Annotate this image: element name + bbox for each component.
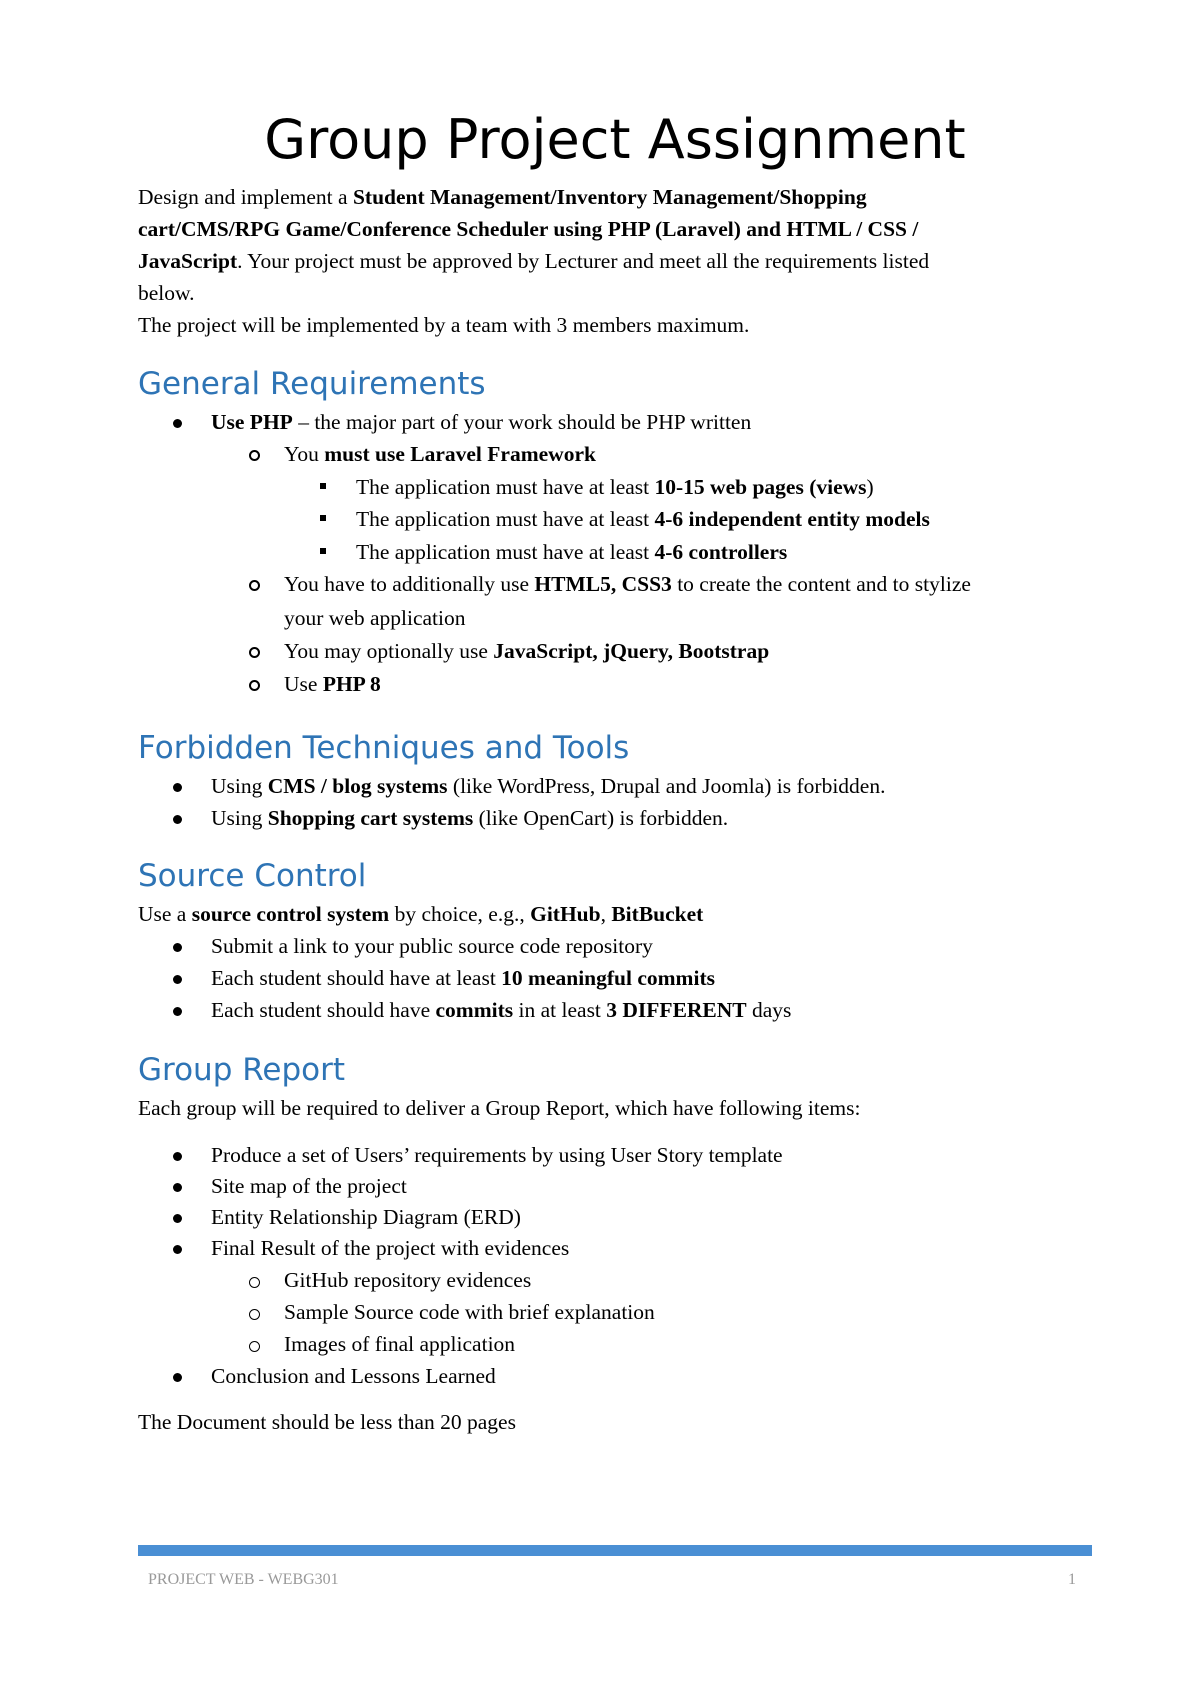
text: in at least — [513, 998, 607, 1022]
source-item-3 — [211, 994, 791, 1026]
report-item-2: Site map of the project — [211, 1174, 407, 1198]
text-bold: 4-6 independent entity models — [654, 507, 930, 531]
bullet-dot — [173, 1183, 182, 1192]
source-item-1: Submit a link to your public source code repository — [211, 934, 653, 958]
report-subitem-1: GitHub repository evidences — [284, 1268, 532, 1292]
heading-general-requirements: General Requirements — [138, 366, 486, 402]
bullet-dot — [173, 783, 182, 792]
intro-line-5: The project will be implemented by a team with 3 members maximum. — [138, 313, 750, 337]
text-bold: Use PHP — [211, 410, 293, 434]
report-item-3: Entity Relationship Diagram (ERD) — [211, 1205, 521, 1229]
report-item-4: Final Result of the project with evidences — [211, 1236, 570, 1260]
text: Use a — [138, 902, 192, 926]
general-item-6-cont: your web application — [284, 606, 466, 630]
report-item-1: Produce a set of Users’ requirements by using User Story template — [211, 1143, 783, 1167]
intro-bold-js: JavaScript — [138, 249, 238, 273]
text: (like OpenCart) is forbidden. — [473, 806, 729, 830]
general-item-7 — [284, 635, 769, 667]
text: The application must have at least — [356, 475, 655, 499]
text: by choice, e.g., — [389, 902, 531, 926]
text-bold: source control system — [191, 902, 390, 926]
report-closing: The Document should be less than 20 pages — [138, 1410, 516, 1434]
text-bold: 10 meaningful commits — [501, 966, 715, 990]
text-bold: 3 DIFFERENT — [606, 998, 747, 1022]
text: ) — [866, 475, 874, 499]
text: You have to additionally use — [284, 572, 535, 596]
text-bold: must use Laravel Framework — [324, 442, 596, 466]
intro-text-approval: . Your project must be approved by Lecturer and meet all the requirements listed — [237, 249, 930, 273]
bullet-dot — [173, 1007, 182, 1016]
text: , — [600, 902, 612, 926]
text: – the major part of your work should be PHP written — [292, 410, 752, 434]
intro-text: Design and implement a — [138, 185, 353, 209]
text-bold: PHP 8 — [322, 672, 381, 696]
bullet-square — [320, 515, 326, 521]
text-bold: 4-6 controllers — [654, 540, 788, 564]
footer-left-text: PROJECT WEB - WEBG301 — [148, 1571, 339, 1588]
heading-group-report: Group Report — [138, 1052, 345, 1088]
text-bold: GitHub — [530, 902, 601, 926]
text: The application must have at least — [356, 507, 655, 531]
bullet-dot — [173, 815, 182, 824]
source-item-2 — [211, 962, 715, 994]
bullet-dot — [173, 1214, 182, 1223]
bullet-circle — [249, 450, 260, 461]
report-paragraph: Each group will be required to deliver a Group Report, which have following items: — [138, 1096, 861, 1120]
bullet-dot — [173, 1152, 182, 1161]
general-item-4 — [356, 503, 930, 535]
intro-line-3 — [138, 245, 929, 277]
intro-line-4: below. — [138, 281, 195, 305]
source-paragraph — [138, 898, 703, 930]
text: Use — [284, 672, 323, 696]
text-bold: Shopping cart systems — [267, 806, 474, 830]
intro-bold: Student Management/Inventory Management/Shopping — [352, 185, 867, 209]
text: Using — [211, 806, 268, 830]
bullet-dot — [173, 1245, 182, 1254]
text-bold: BitBucket — [611, 902, 704, 926]
text: Each student should have — [211, 998, 436, 1022]
text: You — [284, 442, 325, 466]
text-bold: JavaScript, jQuery, Bootstrap — [493, 639, 770, 663]
bullet-dot — [173, 1373, 182, 1382]
text-bold: HTML5, CSS3 — [534, 572, 672, 596]
forbidden-item-2 — [211, 802, 728, 834]
bullet-circle — [249, 1309, 260, 1320]
report-item-5: Conclusion and Lessons Learned — [211, 1364, 496, 1388]
text: You may optionally use — [284, 639, 494, 663]
bullet-square — [320, 548, 326, 554]
text: Each student should have at least — [211, 966, 502, 990]
general-item-3 — [356, 471, 874, 503]
heading-forbidden: Forbidden Techniques and Tools — [138, 730, 630, 766]
bullet-dot — [173, 943, 182, 952]
text-bold: 10-15 web pages (views — [654, 475, 867, 499]
bullet-dot — [173, 419, 182, 428]
report-subitem-3: Images of final application — [284, 1332, 516, 1356]
text-bold: commits — [435, 998, 514, 1022]
bullet-square — [320, 483, 326, 489]
heading-source-control: Source Control — [138, 858, 367, 894]
general-item-5 — [356, 536, 787, 568]
text: (like WordPress, Drupal and Joomla) is forbidden. — [447, 774, 886, 798]
intro-line-1 — [138, 181, 867, 213]
intro-line-2: cart/CMS/RPG Game/Conference Scheduler using PHP (Laravel) and HTML / CSS / — [138, 217, 919, 241]
general-item-1 — [211, 406, 751, 438]
general-item-2 — [284, 438, 596, 470]
general-item-6 — [284, 568, 971, 600]
general-item-8 — [284, 668, 381, 700]
bullet-circle — [249, 580, 260, 591]
bullet-circle — [249, 1341, 260, 1352]
text-bold: CMS / blog systems — [267, 774, 448, 798]
bullet-dot — [173, 975, 182, 984]
bullet-circle — [249, 680, 260, 691]
forbidden-item-1 — [211, 770, 885, 802]
bullet-circle — [249, 647, 260, 658]
text: to create the content and to stylize — [671, 572, 971, 596]
text: Using — [211, 774, 268, 798]
report-subitem-2: Sample Source code with brief explanation — [284, 1300, 655, 1324]
footer-bar — [138, 1545, 1092, 1556]
document-title: Group Project Assignment — [264, 108, 966, 171]
text: days — [746, 998, 792, 1022]
page-number: 1 — [1068, 1571, 1076, 1588]
text: The application must have at least — [356, 540, 655, 564]
bullet-circle — [249, 1277, 260, 1288]
